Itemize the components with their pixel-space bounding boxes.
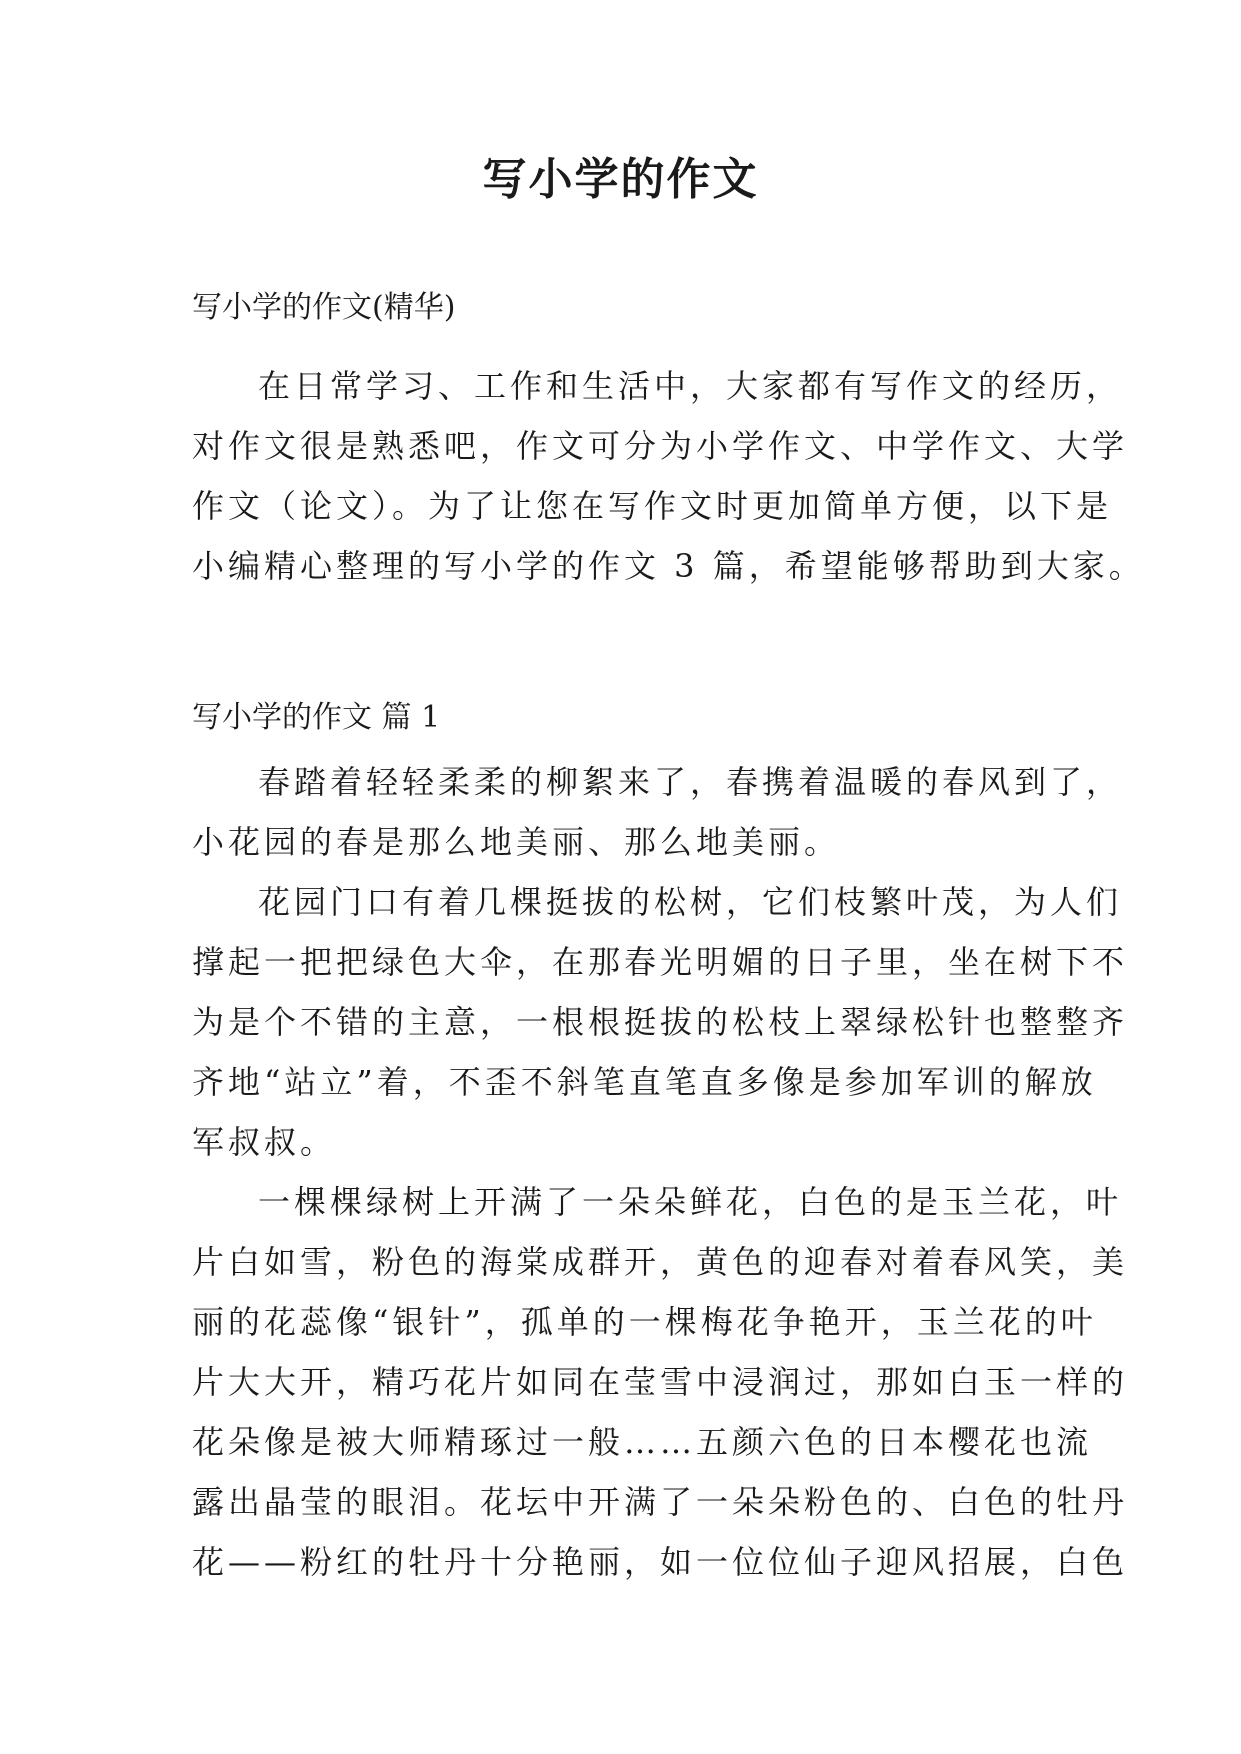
document-title: 写小学的作文 [482, 154, 759, 205]
intro-paragraph [192, 356, 1145, 596]
paragraph-line: 为是个不错的主意，一根根挺拔的松枝上翠绿松针也整整齐 [192, 1003, 1129, 1041]
paragraph-line: 露出晶莹的眼泪。花坛中开满了一朵朵粉色的、白色的牡丹 [192, 1483, 1129, 1521]
section-heading: 写小学的作文 篇 1 [192, 700, 441, 735]
paragraph-line: 片大大开，精巧花片如同在莹雪中浸润过，那如白玉一样的 [192, 1363, 1129, 1401]
paragraph-line: 花朵像是被大师精琢过一般……五颜六色的日本樱花也流 [192, 1423, 1093, 1461]
paragraph-line: 一棵棵绿树上开满了一朵朵鲜花，白色的是玉兰花，叶 [258, 1183, 1123, 1221]
intro-line: 小编精心整理的写小学的作文 3 篇，希望能够帮助到大家。 [192, 547, 1145, 585]
paragraph-line: 片白如雪，粉色的海棠成群开，黄色的迎春对着春风笑，美 [192, 1243, 1129, 1281]
paragraph-line: 撑起一把把绿色大伞，在那春光明媚的日子里，坐在树下不 [192, 943, 1129, 981]
paragraph-line: 花——粉红的牡丹十分艳丽，如一位位仙子迎风招展，白色 [192, 1543, 1129, 1581]
paragraph-line: 小花园的春是那么地美丽、那么地美丽。 [192, 823, 841, 861]
essay-paragraph-2 [192, 872, 1129, 1172]
document-subtitle: 写小学的作文(精华) [192, 290, 456, 325]
paragraph-line: 齐地“站立”着，不歪不斜笔直笔直多像是参加军训的解放 [192, 1063, 1097, 1101]
paragraph-line: 春踏着轻轻柔柔的柳絮来了，春携着温暖的春风到了， [258, 763, 1123, 801]
intro-line: 在日常学习、工作和生活中，大家都有写作文的经历， [258, 367, 1123, 405]
paragraph-line: 花园门口有着几棵挺拔的松树，它们枝繁叶茂，为人们 [258, 883, 1123, 921]
intro-line: 对作文很是熟悉吧，作文可分为小学作文、中学作文、大学 [192, 427, 1129, 465]
essay-paragraph-1 [192, 752, 1123, 872]
paragraph-line: 丽的花蕊像“银针”，孤单的一棵梅花争艳开，玉兰花的叶 [192, 1303, 1097, 1341]
paragraph-line: 军叔叔。 [192, 1123, 337, 1161]
essay-paragraph-3 [192, 1172, 1129, 1592]
intro-line: 作文（论文）。为了让您在写作文时更加简单方便，以下是 [192, 487, 1113, 525]
